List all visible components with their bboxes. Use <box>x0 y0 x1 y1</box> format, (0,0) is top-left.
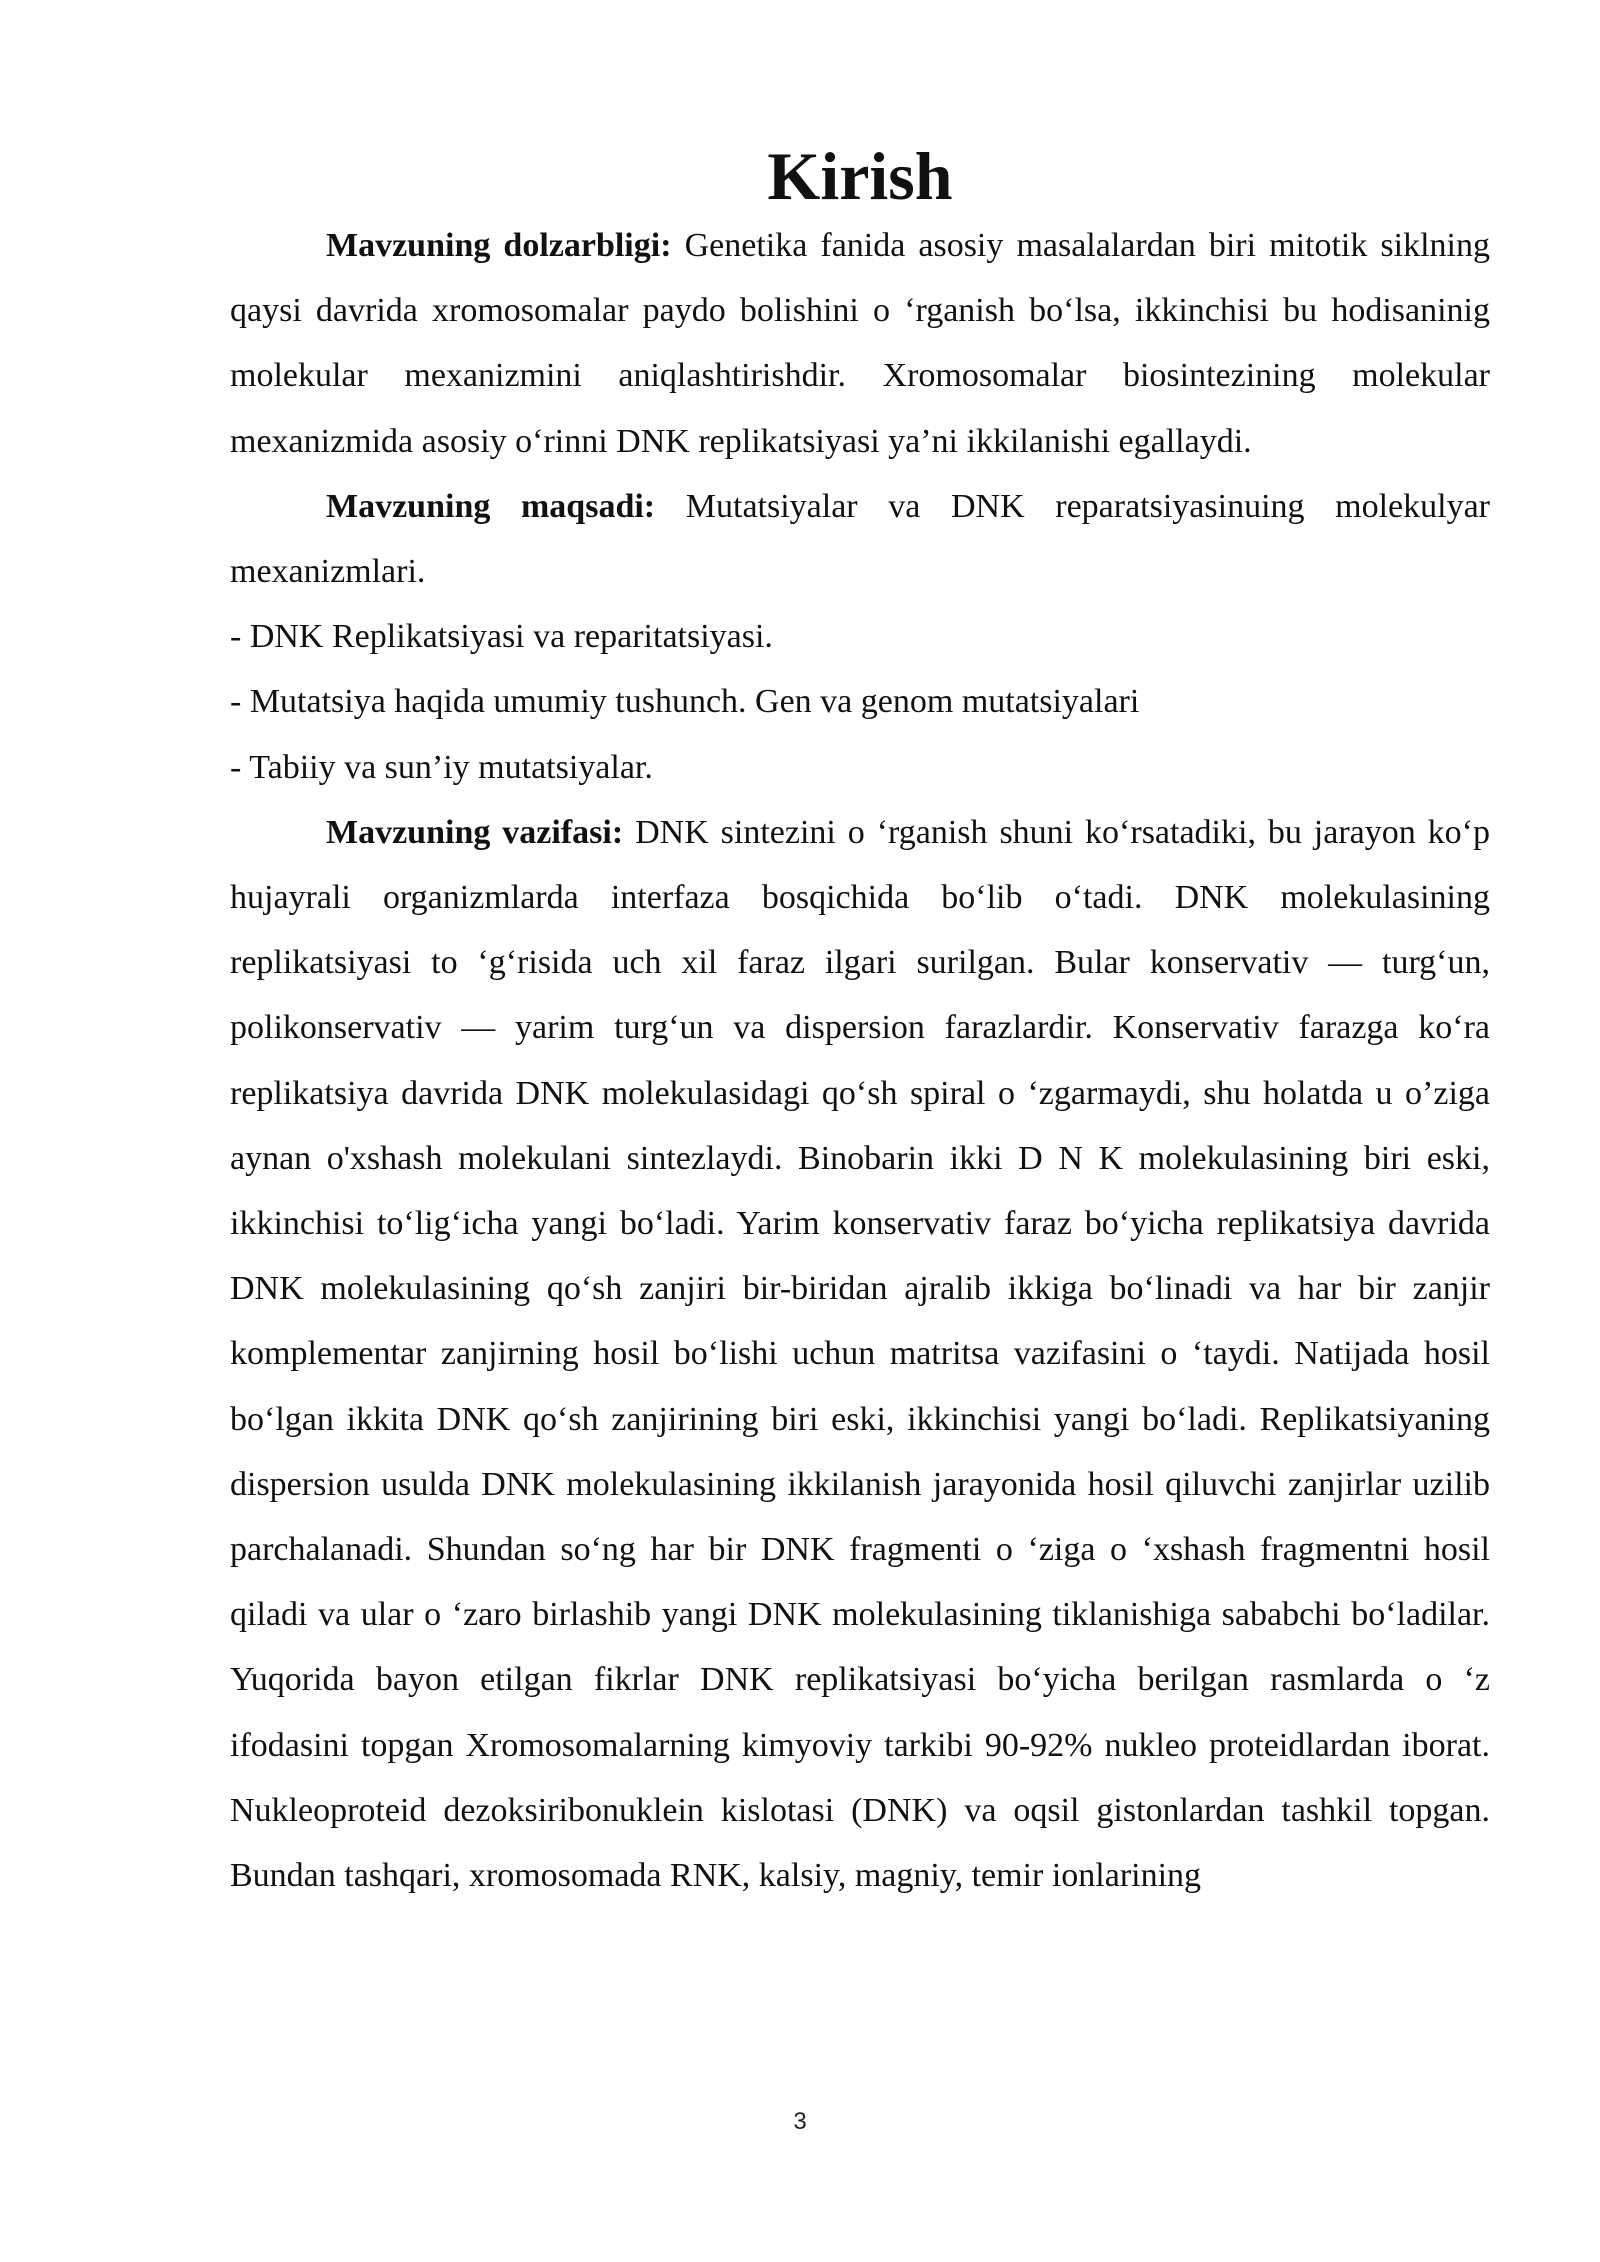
page-content <box>230 138 1491 1908</box>
text-relevance: Genetika fanida asosiy masalalardan biri mitotik siklning qaysi davrida xromosomalar paydo bolishini o ‘rganish bo‘lsa, ikkinchisi bu hodisaninig molekular mexanizmini aniqlashtirishdir. Xromosomalar biosintezining molekular mexanizmida asosiy o‘rinni DNK replikatsiyasi ya’ni ikkilanishi egallaydi. <box>230 227 1490 460</box>
heading-relevance: Mavzuning dolzarbligi: <box>326 227 672 264</box>
heading-goal: Mavzuning maqsadi: <box>326 487 656 525</box>
heading-task: Mavzuning vazifasi: <box>326 813 624 851</box>
page-title: Kirish <box>767 138 953 214</box>
paragraph-relevance <box>230 213 1490 474</box>
list-item: - Tabiiy va sun’iy mutatsiyalar. <box>230 748 653 786</box>
list-item: - DNK Replikatsiyasi va reparitatsiyasi. <box>230 618 773 656</box>
text-goal: Mutatsiyalar va DNK reparatsiyasinuing molekulyar mexanizmlari. <box>230 487 1490 591</box>
paragraph-goal <box>230 474 1490 604</box>
page-number: 3 <box>793 2108 807 2135</box>
paragraph-task <box>230 800 1490 1908</box>
list-item: - Mutatsiya haqida umumiy tushunch. Gen va genom mutatsiyalari <box>230 683 1140 721</box>
text-task: DNK sintezini o ‘rganish shuni ko‘rsatadiki, bu jarayon ko‘p hujayrali organizmlarda interfaza bosqichida bo‘lib o‘tadi. DNK molekulasining replikatsiyasi to ‘g‘risida uch xil faraz ilgari surilgan. Bular konservativ — turg‘un, polikonservativ — yarim turg‘un va dispersion farazlardir. Konservativ farazga ko‘ra replikatsiya davrida DNK molekulasidagi qo‘sh spiral o ‘zgarmaydi, shu holatda u o’ziga aynan o'xshash molekulani sintezlaydi. Binobarin ikki D N K molekulasining biri eski, ikkinchisi to‘lig‘icha yangi bo‘ladi. Yarim konservativ faraz bo‘yicha replikatsiya davrida DNK molekulasining qo‘sh zanjiri bir-biridan ajralib ikkiga bo‘linadi va har bir zanjir komplementar zanjirning hosil bo‘lishi uchun matritsa vazifasini o ‘taydi. Natijada hosil bo‘lgan ikkita DNK qo‘sh zanjirining biri eski, ikkinchisi yangi bo‘ladi. Replikatsiyaning dispersion usulda DNK molekulasining ikkilanish jarayonida hosil qiluvchi zanjirlar uzilib parchalanadi. Shundan so‘ng har bir DNK fragmenti o ‘ziga o ‘xshash fragmentni hosil qiladi va ular o ‘zaro birlashib yangi DNK molekulasining tiklanishiga sababchi bo‘ladilar. Yuqorida bayon etilgan fikrlar DNK replikatsiyasi bo‘yicha berilgan rasmlarda o ‘z ifodasini topgan Xromosomalarning kimyoviy tarkibi 90-92% nukleo proteidlardan iborat. Nukleoproteid dezoksiribonuklein kislotasi (DNK) va oqsil gistonlardan tashkil topgan. Bundan tashqari, xromosomada RNK, kalsiy, magniy, temir ionlarining <box>230 813 1491 1895</box>
